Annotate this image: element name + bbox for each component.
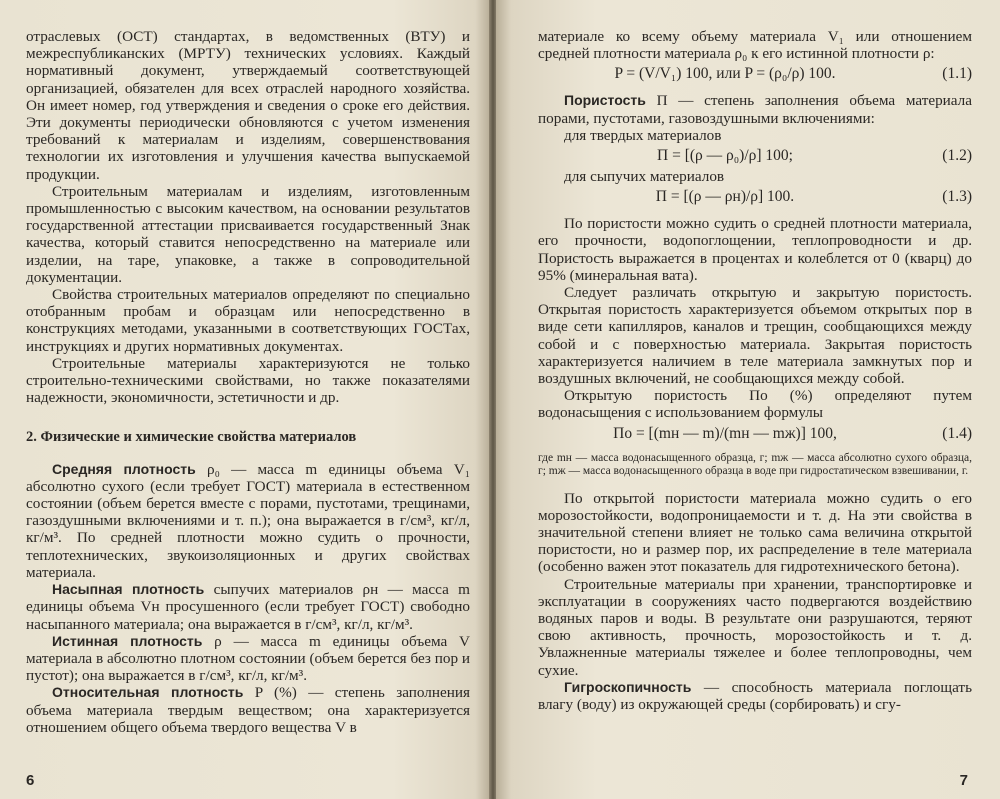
term: Средняя плотность xyxy=(52,460,196,477)
left-page xyxy=(0,0,490,799)
term: Гигроскопичность xyxy=(564,678,692,695)
paragraph xyxy=(26,633,470,685)
formula-expression: P = (V/V₁) 100, или P = (ρ₀/ρ) 100. xyxy=(614,65,836,83)
definition: ρ — масса m единицы объема V материала в абсолютно плотном состоянии (объем берется без пор и пустот); она выражается в г/см³, кг/л, кг/м³. xyxy=(26,632,470,685)
term: Насыпная плотность xyxy=(52,581,205,598)
paragraph: Свойства строительных материалов определяют по специально отобранным пробам и образцам или непосредственно в конструкциях методами, указанными в соответствующих ГОСТах, инструкциях и других нормативных документах. xyxy=(26,286,470,355)
formula xyxy=(538,422,972,446)
term: Истинная плотность xyxy=(52,632,203,649)
paragraph xyxy=(26,684,470,736)
paragraph xyxy=(538,679,972,713)
paragraph: для сыпучих материалов xyxy=(564,168,725,186)
paragraph: Строительные материалы характеризуются не только строительно-техническими свойствами, но также показателями надежности, экономичности, эстетичности и др. xyxy=(26,354,470,407)
paragraph: По пористости можно судить о средней плотности материала, его прочности, водопоглощении, теплопроводности и др. Пористость выражается в процентах и колеблется от 0 (кварц) до 95% (минеральная вата). xyxy=(538,215,972,284)
term: Пористость xyxy=(564,92,646,109)
formula-expression: П = [(ρ — ρн)/ρ] 100. xyxy=(655,188,795,206)
definition: ρ₀ — масса m единицы объема V₁ абсолютно сухого (если требует ГОСТ) материала в естественном состоянии (объем берется вместе с порами, пустотами, трещинами, газоздушными включениями и т. п.); она выражается в г/см³, кг/л, кг/м³. По средней плотности можно судить о прочности, теплотехнических, звукоизоляционных и других свойствах материала. xyxy=(26,460,470,581)
paragraph xyxy=(538,92,972,126)
formula-number: (1.3) xyxy=(942,188,972,206)
paragraph xyxy=(26,581,470,633)
definition: P (%) — степень заполнения объема материала твердым веществом; она характеризуется отношением общего объема твердого вещества V в xyxy=(26,684,470,736)
formula-number: (1.2) xyxy=(942,147,972,165)
paragraph: материале ко всему объему материала V₁ или отношением средней плотности материала ρ₀ к его истинной плотности ρ: xyxy=(538,28,972,63)
paragraph: Следует различать открытую и закрытую пористость. Открытая пористость характеризуется объемом открытых пор в виде сети капилляров, каналов и трещин, сообщающихся между собой и с поверхностью материала. Закрытая пористость характеризуется наличием в теле материала замкнутых пор и воздушных включений, не сообщающихся между собой. xyxy=(538,284,972,388)
page-number: 7 xyxy=(959,772,968,789)
paragraph: Открытую пористость По (%) определяют путем водонасыщения с использованием формулы xyxy=(538,387,972,422)
definition: сыпучих материалов ρн — масса m единицы объема Vн просушенного (если требует ГОСТ) свободно насыпанного материала; она выражается в г/см³, кг/л, кг/м³. xyxy=(26,581,470,633)
paragraph: Строительным материалам и изделиям, изготовленным промышленностью с высоким качеством, на основании результатов государственной аттестации присваивается государственный Знак качества, который ставится непосредственно на материале или изделии, на таре, упаковке, а также в сопроводительной документации. xyxy=(26,182,470,286)
paragraph: для твердых материалов xyxy=(564,126,722,144)
formula-number: (1.1) xyxy=(942,65,972,83)
formula-expression: П = [(ρ — ρ₀)/ρ] 100; xyxy=(657,147,793,165)
paragraph: По открытой пористости материала можно судить о его морозостойкости, водопроницаемости и т. д. На эти свойства в значительной степени влияет не только сама величина открытой пористости, но и размер пор, их распределение в теле материала (особенно важен этот показатель для гидротехнического бетона). xyxy=(538,489,972,576)
definition: — способность материала поглощать влагу (воду) из окружающей среды (сорбировать) и сгу- xyxy=(538,678,972,714)
paragraph xyxy=(26,461,470,581)
formula xyxy=(538,185,972,209)
term: Относительная плотность xyxy=(52,684,244,701)
right-page xyxy=(496,0,1000,799)
paragraph: Строительные материалы при хранении, транспортировке и эксплуатации в сооружениях часто подвергаются воздействию водяных паров и воды. В результате они разрушаются, теряют свою активность, прочность, морозостойкость и т. д. Увлажненные материалы тяжелее и более теплопроводны, чем сухие. xyxy=(538,575,972,679)
formula xyxy=(538,144,972,168)
formula-expression: По = [(mн — m)/(mн — mж)] 100, xyxy=(613,424,837,442)
formula xyxy=(538,62,972,86)
paragraph: отраслевых (ОСТ) стандартах, в ведомственных (ВТУ) и межреспубликанских (МРТУ) технических условиях. Каждый нормативный документ, утверждаемый соответствующей организацией, обязателен для всех отраслей народного хозяйства. Он имеет номер, год утверждения и сведения о сроке его действия. Эти документы периодически обновляются с учетом изменения требований к материалам и изделиям, совершенствования технологии их изготовления и улучшения качества выпускаемой продукции. xyxy=(26,28,470,183)
formula-note: где mн — масса водонасыщенного образца, г; mж — масса абсолютно сухого образца, г; mж — масса водонасыщенного образца в воде при гидростатическом взвешивании, г. xyxy=(538,451,972,477)
section-heading: 2. Физические и химические свойства материалов xyxy=(26,429,357,446)
formula-number: (1.4) xyxy=(942,424,972,442)
page-number: 6 xyxy=(26,772,35,789)
definition: П — степень заполнения объема материала порами, пустотами, газовоздушными включениями: xyxy=(538,92,972,127)
